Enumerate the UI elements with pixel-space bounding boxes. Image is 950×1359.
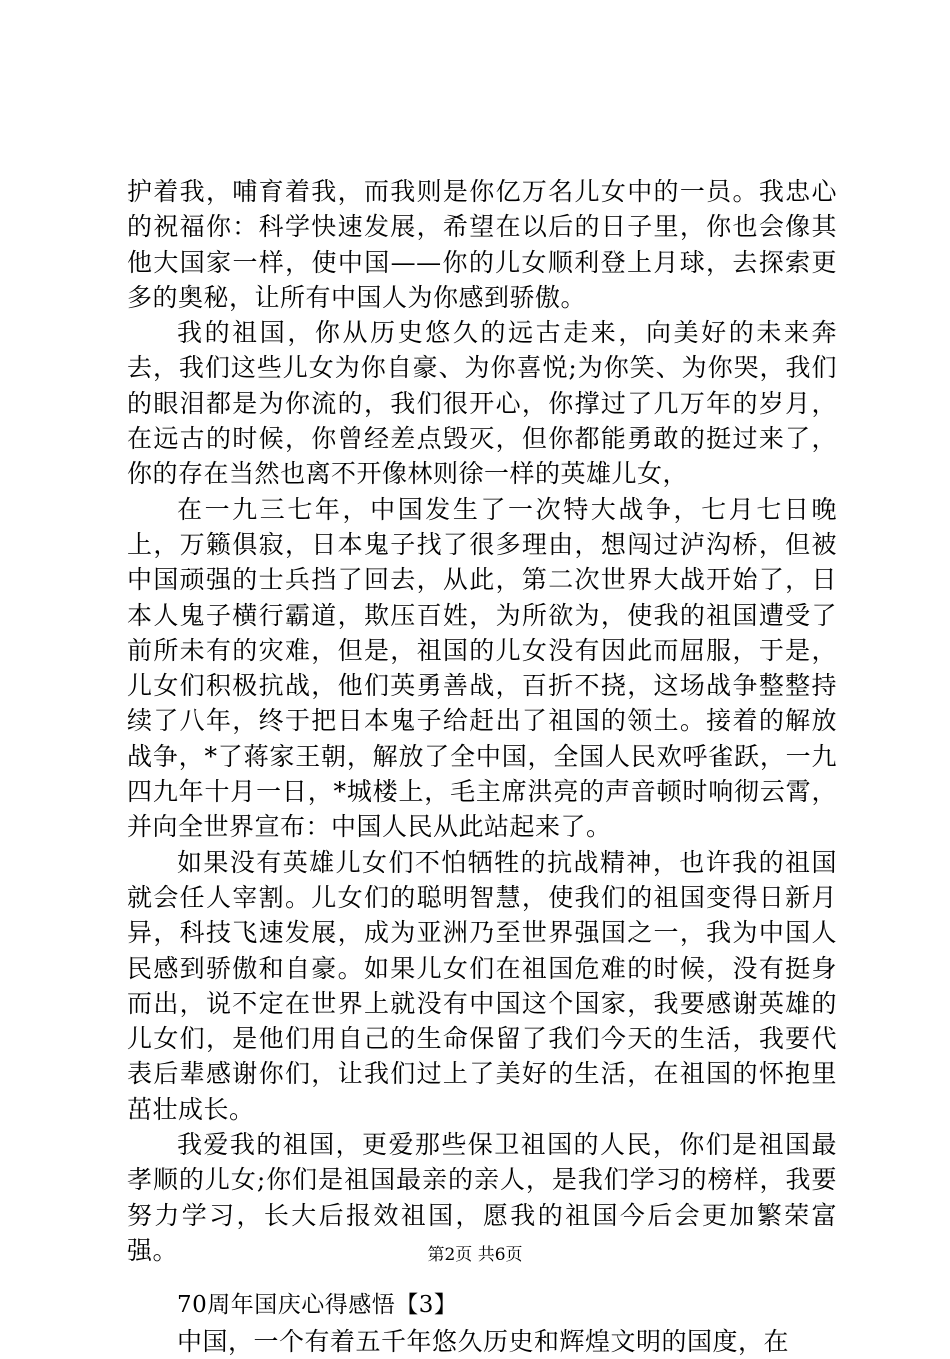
page-footer: 第2页 共6页	[427, 1245, 523, 1265]
paragraph-gratitude: 如果没有英雄儿女们不怕牺牲的抗战精神，也许我的祖国就会任人宰割。儿女们的聪明智慧，使我们的祖国变得日新月异，科技飞速发展，成为亚洲乃至世界强国之一，我为中国人民感到骄傲和自豪。如果儿女们在祖国危难的时候，没有挺身而出，说不定在世界上就没有中国这个国家，我要感谢英雄的儿女们，是他们用自己的生命保留了我们今天的生活，我要代表后辈感谢你们，让我们过上了美好的生活，在祖国的怀抱里茁壮成长。	[127, 847, 837, 1124]
paragraph-motherland-history: 我的祖国，你从历史悠久的远古走来，向美好的未来奔去，我们这些儿女为你自豪、为你喜悦;为你笑、为你哭，我们的眼泪都是为你流的，我们很开心，你撑过了几万年的岁月，在远古的时候，你曾经差点毁灭，但你都能勇敢的挺过来了，你的存在当然也离不开像林则徐一样的英雄儿女，	[127, 318, 837, 489]
document-body	[127, 174, 837, 1359]
paragraph-love-motherland: 我爱我的祖国，更爱那些保卫祖国的人民，你们是祖国最孝顺的儿女;你们是祖国最亲的亲人，是我们学习的榜样，我要努力学习，长大后报效祖国，愿我的祖国今后会更加繁荣富强。	[127, 1130, 837, 1265]
paragraph-war-history: 在一九三七年，中国发生了一次特大战争，七月七日晚上，万籁俱寂，日本鬼子找了很多理由，想闯过泸沟桥，但被中国顽强的士兵挡了回去，从此，第二次世界大战开始了，日本人鬼子横行霸道，欺压百姓，为所欲为，使我的祖国遭受了前所未有的灾难，但是，祖国的儿女没有因此而屈服，于是，儿女们积极抗战，他们英勇善战，百折不挠，这场战争整整持续了八年，终于把日本鬼子给赶出了祖国的领土。接着的解放战争，*了蒋家王朝，解放了全中国，全国人民欢呼雀跃，一九四九年十月一日，*城楼上，毛主席洪亮的声音顿时响彻云霄，并向全世界宣布：中国人民从此站起来了。	[127, 494, 837, 842]
section-first-line: 中国，一个有着五千年悠久历史和辉煌文明的国度，在	[177, 1326, 790, 1356]
section-heading: 70周年国庆心得感悟【3】	[177, 1292, 458, 1319]
paragraph-continuation: 护着我，哺育着我，而我则是你亿万名儿女中的一员。我忠心的祝福你：科学快速发展，希望在以后的日子里，你也会像其他大国家一样，使中国——你的儿女顺利登上月球，去探索更多的奥秘，让所有中国人为你感到骄傲。	[127, 177, 837, 312]
